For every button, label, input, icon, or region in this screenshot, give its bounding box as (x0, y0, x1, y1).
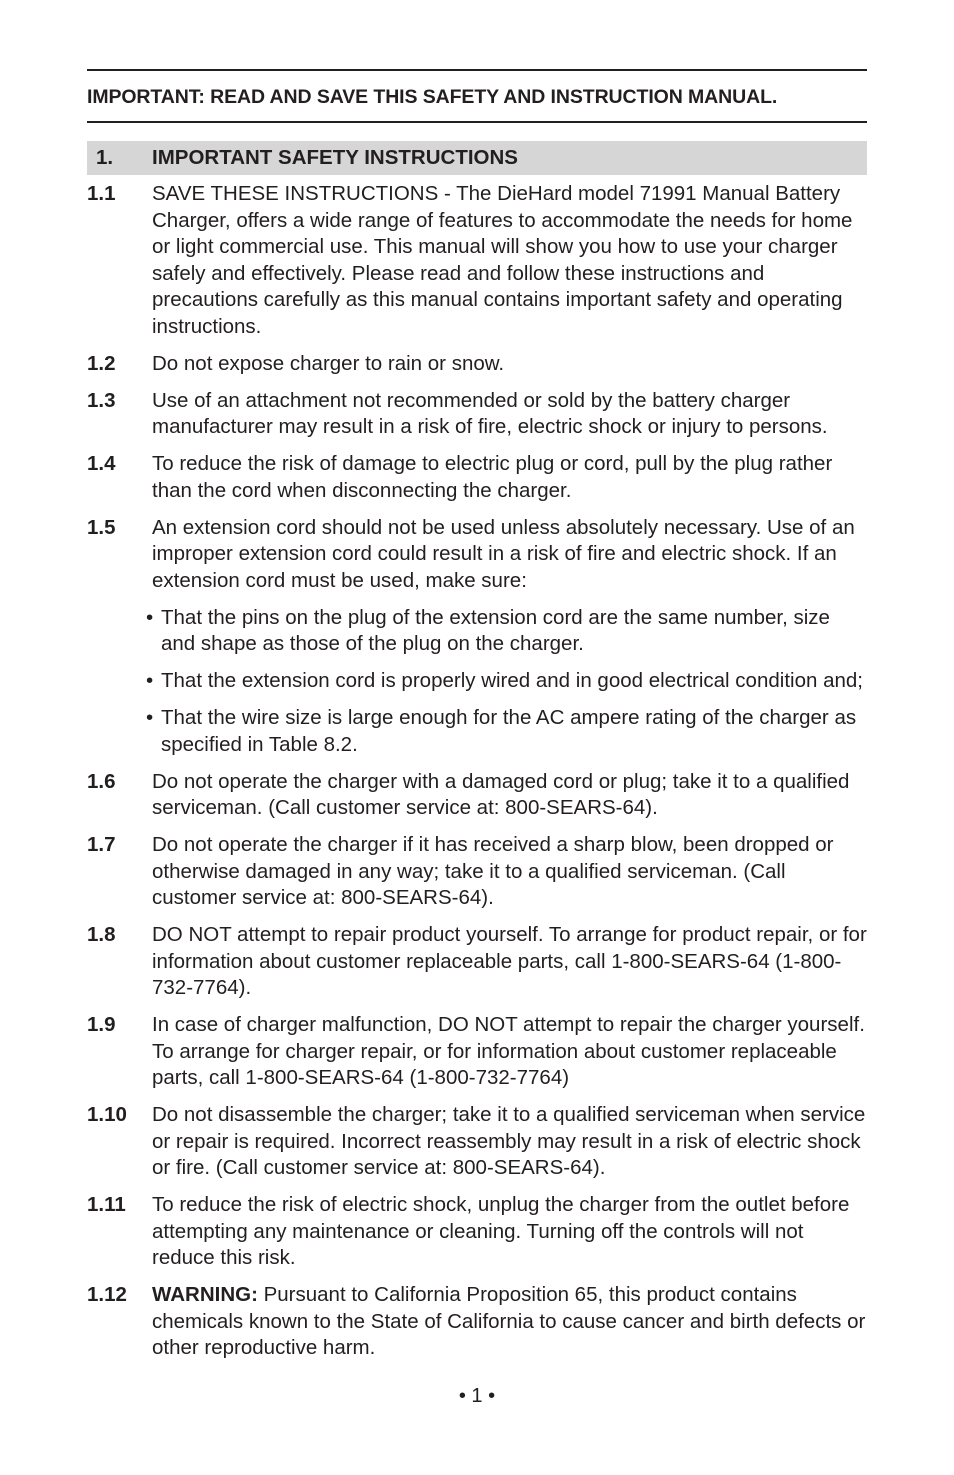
instruction-item (87, 515, 867, 595)
bullet-dot: • (146, 605, 154, 629)
instruction-item-warning (87, 1282, 867, 1362)
instruction-item (87, 388, 867, 441)
section-title: IMPORTANT SAFETY INSTRUCTIONS (152, 146, 518, 169)
item-text: Do not operate the charger if it has received a sharp blow, been dropped or otherwise damaged in any way; take it to a qualified serviceman. (Call customer service at: 800-SEARS-64). (152, 833, 834, 909)
bullet-dot: • (146, 706, 154, 729)
item-number: 1.8 (87, 923, 116, 946)
item-text: To reduce the risk of damage to electric plug or cord, pull by the plug rather than the cord when disconnecting the charger. (152, 452, 833, 502)
warning-text-block (152, 1282, 867, 1362)
important-banner: IMPORTANT: READ AND SAVE THIS SAFETY AND INSTRUCTION MANUAL. (87, 86, 778, 108)
instruction-item (87, 769, 867, 822)
checklist-text: That the pins on the plug of the extension cord are the same number, size and shape as those of the plug on the charger. (161, 605, 830, 655)
item-text: To reduce the risk of electric shock, unplug the charger from the outlet before attempting any maintenance or cleaning. Turning off the controls will not reduce this risk. (152, 1193, 850, 1269)
item-number: 1.7 (87, 833, 116, 856)
banner-rule (87, 121, 867, 123)
instruction-item (87, 1192, 867, 1272)
item-number: 1.2 (87, 351, 116, 375)
item-text: An extension cord should not be used unless absolutely necessary. Use of an improper extension cord could result in a risk of fire and electric shock. If an extension cord must be used, make sure: (152, 515, 855, 592)
checklist-item (146, 605, 867, 658)
manual-page (87, 69, 867, 1372)
warning-label: WARNING: (152, 1283, 258, 1306)
instruction-item (87, 1102, 867, 1182)
item-text: Pursuant to California Proposition 65, this product contains chemicals known to the State of California to cause cancer and birth defects or other reproductive harm. (152, 1283, 866, 1359)
item-number: 1.6 (87, 769, 116, 793)
instruction-item (87, 1012, 867, 1092)
item-text: In case of charger malfunction, DO NOT attempt to repair the charger yourself. To arrange for charger repair, or for information about customer replaceable parts, call 1-800-SEARS-64 (1-800-732-7764) (152, 1013, 865, 1089)
item-number: 1.3 (87, 388, 116, 412)
extension-cord-checklist (146, 605, 867, 759)
item-text: Do not operate the charger with a damaged cord or plug; take it to a qualified serviceman. (Call customer service at: 800-SEARS-64). (152, 769, 850, 819)
instruction-item (87, 181, 867, 340)
item-number: 1.10 (87, 1103, 127, 1126)
item-number: 1.5 (87, 515, 116, 539)
item-text: Do not disassemble the charger; take it to a qualified serviceman when service or repair is required. Incorrect reassembly may result in a risk of electric shock or fire. (Call customer service at: 800-SEARS-64). (152, 1103, 866, 1179)
checklist-text: That the extension cord is properly wired and in good electrical condition and; (161, 669, 863, 692)
section-heading (87, 141, 867, 175)
checklist-item (146, 705, 867, 758)
checklist-item (146, 668, 867, 695)
item-number: 1.9 (87, 1013, 116, 1036)
item-number: 1.11 (87, 1193, 126, 1216)
page-number: • 1 • (458, 1385, 496, 1407)
checklist-text: That the wire size is large enough for the AC ampere rating of the charger as specified in Table 8.2. (161, 706, 857, 756)
section-number: 1. (96, 146, 114, 169)
instruction-item (87, 451, 867, 504)
bullet-dot: • (146, 669, 154, 692)
instruction-item (87, 832, 867, 912)
instruction-item (87, 922, 867, 1002)
item-text: Do not expose charger to rain or snow. (152, 351, 505, 375)
item-number: 1.12 (87, 1283, 127, 1306)
item-text: Use of an attachment not recommended or sold by the battery charger manufacturer may result in a risk of fire, electric shock or injury to persons. (152, 388, 828, 438)
item-text: DO NOT attempt to repair product yourself. To arrange for product repair, or for information about customer replaceable parts, call 1-800-SEARS-64 (1-800-732-7764). (152, 923, 867, 999)
item-number: 1.1 (87, 182, 116, 205)
instruction-item (87, 351, 867, 378)
item-number: 1.4 (87, 452, 116, 475)
instructions-list (87, 181, 867, 1362)
item-text: SAVE THESE INSTRUCTIONS - The DieHard model 71991 Manual Battery Charger, offers a wide range of features to accommodate the needs for home or light commercial use. This manual will show you how to use your charger safely and effectively. Please read and follow these instructions and precautions carefully as this manual contains important safety and operating instructions. (152, 182, 853, 338)
